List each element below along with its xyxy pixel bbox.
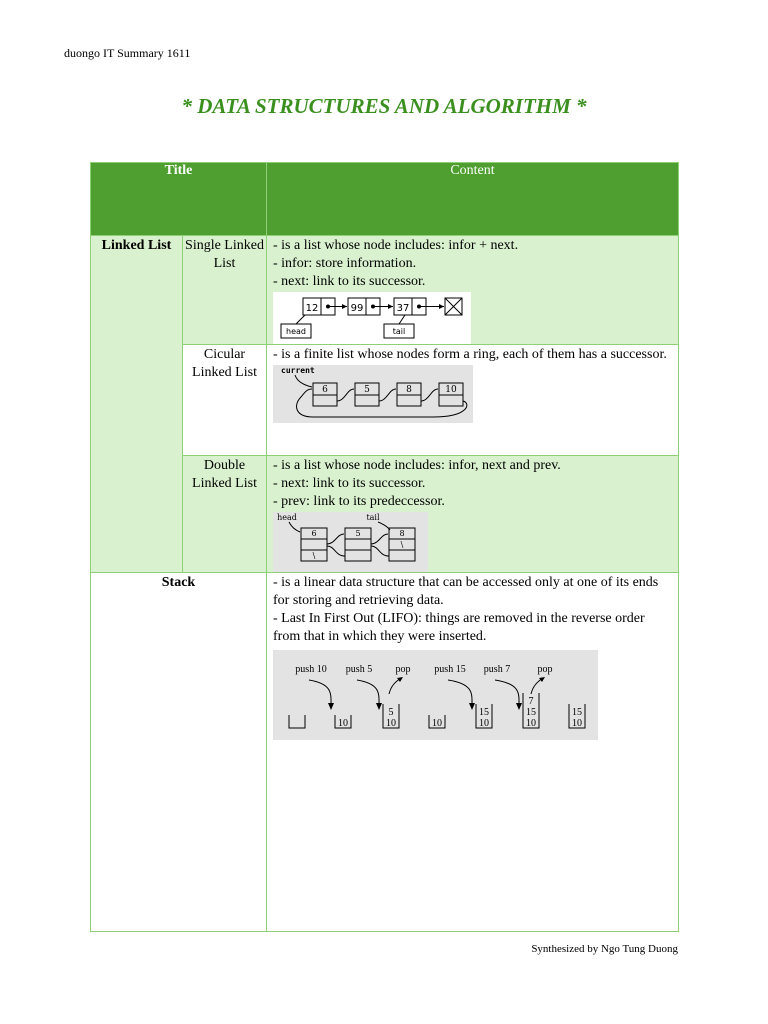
circular-linked-list-label: Cicular Linked List — [183, 345, 267, 456]
list-node-value: 8 — [406, 385, 412, 395]
footer-note: Synthesized by Ngo Tung Duong — [531, 943, 678, 955]
tail-pointer-label: tail — [392, 327, 406, 336]
list-node-value: 12 — [305, 303, 319, 314]
stack-item-value: 10 — [338, 718, 348, 729]
list-node-value: 8 — [399, 529, 405, 538]
stack-operation-label: push 10 — [295, 664, 327, 675]
stack-item-value: 15 — [479, 707, 489, 718]
stack-item-value: 10 — [479, 718, 489, 729]
document-title: * DATA STRUCTURES AND ALGORITHM * — [181, 94, 587, 118]
content-line: - prev: link to its predeccessor. — [273, 494, 445, 509]
content-line: - is a linear data structure that can be accessed only at one of its ends for storing and retrieving data. — [273, 575, 659, 608]
list-node-value: 6 — [311, 529, 317, 538]
list-node-value: 5 — [364, 385, 370, 395]
stack-item-value: 7 — [528, 696, 534, 707]
content-line: - next: link to its successor. — [273, 274, 426, 289]
title-column-header: Title — [91, 163, 267, 236]
content-line: - is a list whose node includes: infor + next. — [273, 238, 519, 253]
list-node-value: 99 — [350, 303, 364, 314]
head-pointer-label: head — [277, 513, 297, 522]
stack-operation-label: push 5 — [345, 664, 373, 675]
content-line: - is a finite list whose nodes form a ring, each of them has a successor. — [273, 347, 667, 362]
stack-content — [267, 573, 679, 932]
double-linked-list-label: Double Linked List — [183, 456, 267, 573]
header-note: duongo IT Summary 1611 — [64, 46, 191, 60]
stack-item-value: 10 — [386, 718, 396, 729]
stack-item-value: 15 — [526, 707, 536, 718]
content-line: - infor: store information. — [273, 256, 417, 271]
null-next-mark: \ — [400, 540, 404, 549]
table-header-row — [91, 163, 679, 236]
content-line: - Last In First Out (LIFO): things are removed in the reverse order from that in which they were inserted. — [273, 611, 645, 644]
single-linked-list-row — [91, 236, 679, 345]
list-node-value: 5 — [355, 529, 361, 538]
double-linked-list-content — [267, 456, 679, 573]
head-pointer-label: head — [286, 327, 306, 336]
circular-linked-list-diagram — [273, 365, 473, 423]
stack-operations-diagram — [273, 650, 598, 740]
single-linked-list-content — [267, 236, 679, 345]
stack-operation-label: push 7 — [483, 664, 511, 675]
stack-item-value: 5 — [388, 707, 394, 718]
linked-list-category: Linked List — [91, 236, 183, 573]
tail-pointer-label: tail — [366, 513, 380, 522]
stack-item-value: 10 — [526, 718, 536, 729]
double-linked-list-diagram — [273, 512, 428, 572]
content-line: - is a list whose node includes: infor, next and prev. — [273, 458, 561, 473]
stack-operation-label: push 15 — [434, 664, 466, 675]
stack-item-value: 15 — [572, 707, 582, 718]
null-prev-mark: \ — [312, 551, 316, 560]
summary-table — [90, 162, 679, 932]
stack-operation-label: pop — [395, 664, 411, 675]
current-pointer-label: current — [281, 366, 315, 375]
single-linked-list-diagram — [273, 292, 471, 344]
single-linked-list-label: Single Linked List — [183, 236, 267, 345]
list-node-value: 37 — [396, 303, 410, 314]
stack-row — [91, 573, 679, 932]
stack-category: Stack — [91, 573, 267, 932]
stack-item-value: 10 — [432, 718, 442, 729]
content-line: - next: link to its successor. — [273, 476, 426, 491]
circular-linked-list-content — [267, 345, 679, 456]
stack-operation-label: pop — [537, 664, 553, 675]
content-column-header: Content — [267, 163, 679, 236]
list-node-value: 6 — [322, 385, 328, 395]
list-node-value: 10 — [445, 385, 457, 395]
stack-item-value: 10 — [572, 718, 582, 729]
